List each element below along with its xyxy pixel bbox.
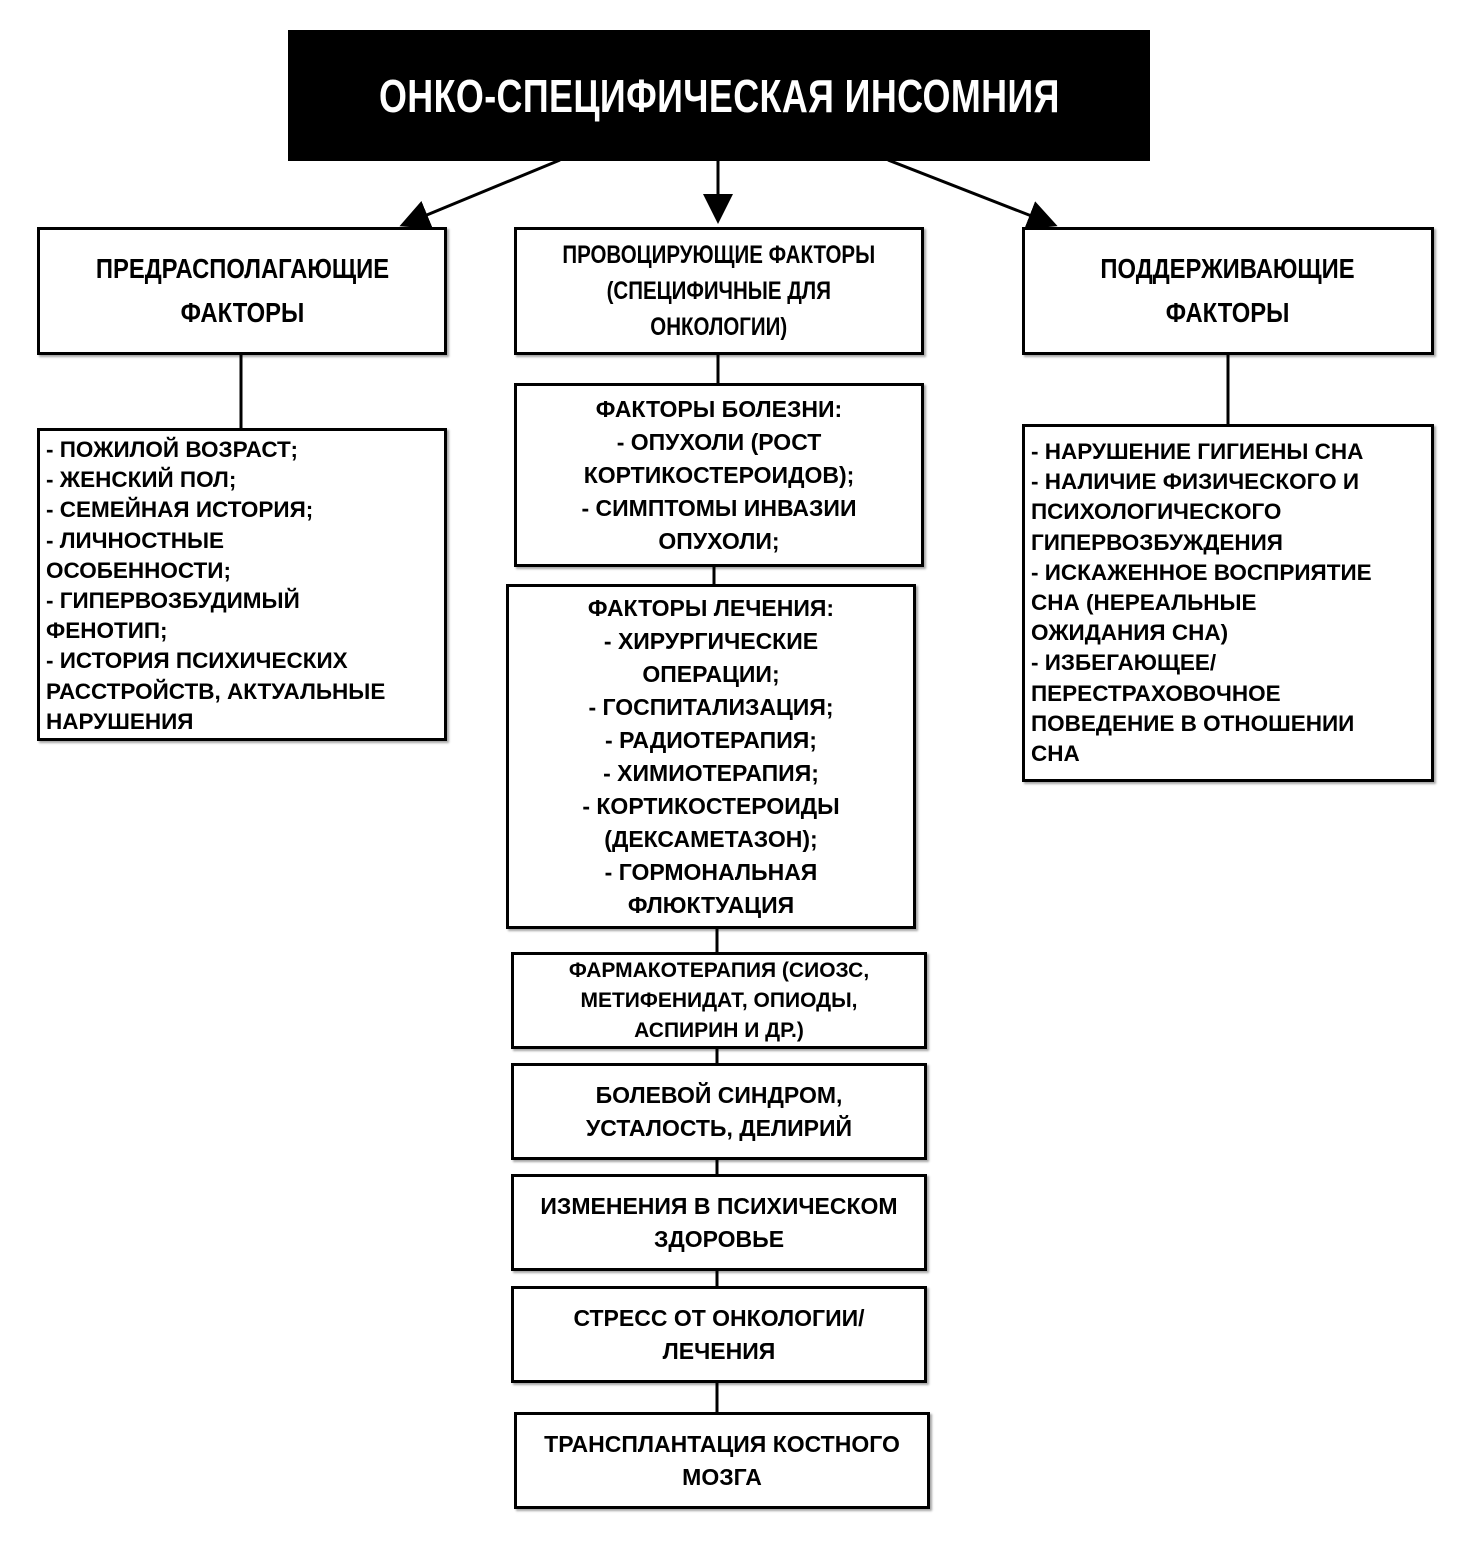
- transplant-text: ТРАНСПЛАНТАЦИЯ КОСТНОГО МОЗГА: [544, 1430, 900, 1490]
- title-box: [288, 30, 1150, 161]
- list-item: - ИСКАЖЕННОЕ ВОСПРИЯТИЕ СНА (НЕРЕАЛЬНЫЕ ОЖИДАНИЯ СНА): [1031, 559, 1372, 646]
- diagram-title: ОНКО-СПЕЦИФИЧЕСКАЯ ИНСОМНИЯ: [378, 69, 1060, 122]
- precipitating-header-line-1: ПРОВОЦИРУЮЩИЕ ФАКТОРЫ: [562, 241, 876, 269]
- list-item: - ЖЕНСКИЙ ПОЛ;: [46, 467, 237, 493]
- list-item: - ИСТОРИЯ ПСИХИЧЕСКИХ РАССТРОЙСТВ, АКТУАЛЬНЫЕ НАРУШЕНИЯ: [46, 648, 386, 734]
- disease-factors-box: [514, 383, 924, 567]
- perpetuating-list-box: [1022, 424, 1434, 782]
- list-item: - ГОСПИТАЛИЗАЦИЯ;: [588, 693, 834, 720]
- list-item: - ПОЖИЛОЙ ВОЗРАСТ;: [46, 437, 298, 462]
- predisposing-header-box: [37, 227, 447, 355]
- perpetuating-header-line-2: ФАКТОРЫ: [1166, 297, 1290, 328]
- stress-text: СТРЕСС ОТ ОНКОЛОГИИ/ ЛЕЧЕНИЯ: [573, 1304, 865, 1364]
- arrow-to-right: [888, 160, 1052, 224]
- list-item: - ГОРМОНАЛЬНАЯ ФЛЮКТУАЦИЯ: [604, 858, 818, 918]
- list-item: - ХИРУРГИЧЕСКИЕ ОПЕРАЦИИ;: [603, 627, 819, 687]
- list-item: - ИЗБЕГАЮЩЕЕ/ ПЕРЕСТРАХОВОЧНОЕ ПОВЕДЕНИЕ В ОТНОШЕНИИ СНА: [1031, 650, 1355, 767]
- list-item: - ХИМИОТЕРАПИЯ;: [603, 759, 819, 786]
- precipitating-header-box: [514, 227, 924, 355]
- list-item: - НАРУШЕНИЕ ГИГИЕНЫ СНА: [1031, 439, 1364, 464]
- pharmacotherapy-box: [511, 952, 927, 1049]
- perpetuating-header-box: [1022, 227, 1434, 355]
- precipitating-header-line-2: (СПЕЦИФИЧНЫЕ ДЛЯ: [606, 277, 832, 305]
- pharmacotherapy-text: ФАРМАКОТЕРАПИЯ (СИОЗС, МЕТИФЕНИДАТ, ОПИОДЫ, АСПИРИН И ДР.): [568, 958, 870, 1042]
- list-item: - НАЛИЧИЕ ФИЗИЧЕСКОГО И ПСИХОЛОГИЧЕСКОГО ГИПЕРВОЗБУЖДЕНИЯ: [1031, 469, 1360, 555]
- list-item: - КОРТИКОСТЕРОИДЫ (ДЕКСАМЕТАЗОН);: [582, 792, 840, 852]
- arrow-to-left: [405, 160, 560, 224]
- disease-factors-heading: ФАКТОРЫ БОЛЕЗНИ:: [595, 395, 843, 422]
- list-item: - РАДИОТЕРАПИЯ;: [605, 726, 817, 753]
- mental-health-text: ИЗМЕНЕНИЯ В ПСИХИЧЕСКОМ ЗДОРОВЬЕ: [540, 1192, 898, 1252]
- mental-health-box: [511, 1174, 927, 1271]
- predisposing-header-line-1: ПРЕДРАСПОЛАГАЮЩИЕ: [95, 253, 389, 284]
- treatment-factors-heading: ФАКТОРЫ ЛЕЧЕНИЯ:: [587, 594, 835, 621]
- list-item: - ГИПЕРВОЗБУДИМЫЙ ФЕНОТИП;: [46, 588, 300, 644]
- treatment-factors-box: [506, 584, 916, 929]
- transplant-box: [514, 1412, 930, 1509]
- list-item: - ОПУХОЛИ (РОСТ КОРТИКОСТЕРОИДОВ);: [583, 428, 855, 488]
- pain-text: БОЛЕВОЙ СИНДРОМ, УСТАЛОСТЬ, ДЕЛИРИЙ: [585, 1081, 853, 1141]
- predisposing-list-box: [37, 428, 447, 741]
- precipitating-header-line-3: ОНКОЛОГИИ): [650, 313, 788, 341]
- list-item: - СИМПТОМЫ ИНВАЗИИ ОПУХОЛИ;: [581, 494, 857, 554]
- list-item: - СЕМЕЙНАЯ ИСТОРИЯ;: [46, 497, 314, 523]
- stress-box: [511, 1286, 927, 1383]
- predisposing-header-line-2: ФАКТОРЫ: [180, 297, 304, 328]
- list-item: - ЛИЧНОСТНЫЕ ОСОБЕННОСТИ;: [46, 527, 231, 583]
- pain-box: [511, 1063, 927, 1160]
- perpetuating-header-line-1: ПОДДЕРЖИВАЮЩИЕ: [1100, 253, 1356, 284]
